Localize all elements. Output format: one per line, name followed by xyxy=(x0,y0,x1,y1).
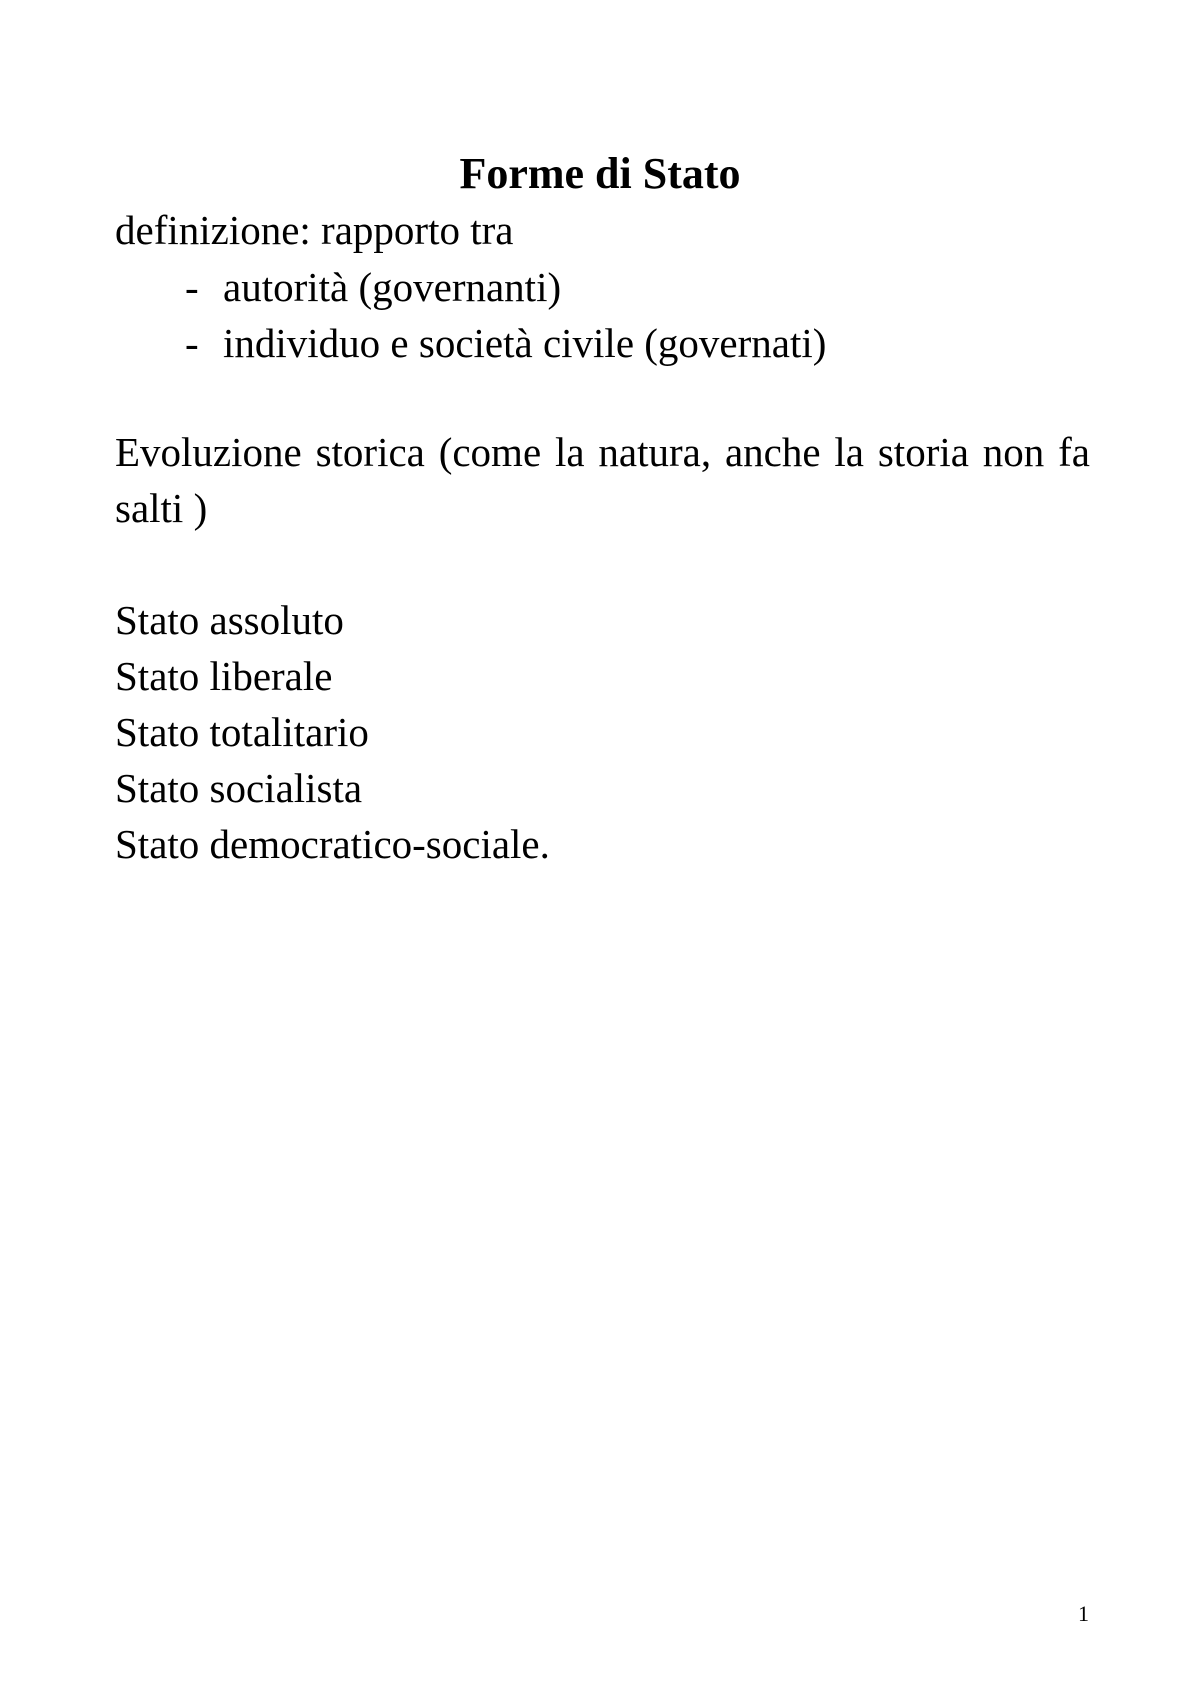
bullet-dash: - xyxy=(185,264,199,310)
bullet-text: individuo e società civile (governati) xyxy=(223,320,827,366)
list-item: Stato socialista xyxy=(115,765,363,811)
list-item: Stato democratico-sociale. xyxy=(115,821,550,867)
list-item: Stato liberale xyxy=(115,653,333,699)
definition-bullet-list xyxy=(185,259,826,371)
list-item xyxy=(185,315,826,371)
state-forms-list xyxy=(115,592,550,872)
page-title: Forme di Stato xyxy=(459,149,741,198)
list-item: Stato assoluto xyxy=(115,597,344,643)
list-item: Stato totalitario xyxy=(115,709,369,755)
page-number: 1 xyxy=(1078,1601,1089,1626)
bullet-text: autorità (governanti) xyxy=(223,264,562,310)
bullet-dash: - xyxy=(185,320,199,366)
definition-line: definizione: rapporto tra xyxy=(115,207,514,253)
list-item xyxy=(185,259,826,315)
evolution-paragraph: Evoluzione storica (come la natura, anche la storia non fa salti ) xyxy=(115,429,1090,531)
